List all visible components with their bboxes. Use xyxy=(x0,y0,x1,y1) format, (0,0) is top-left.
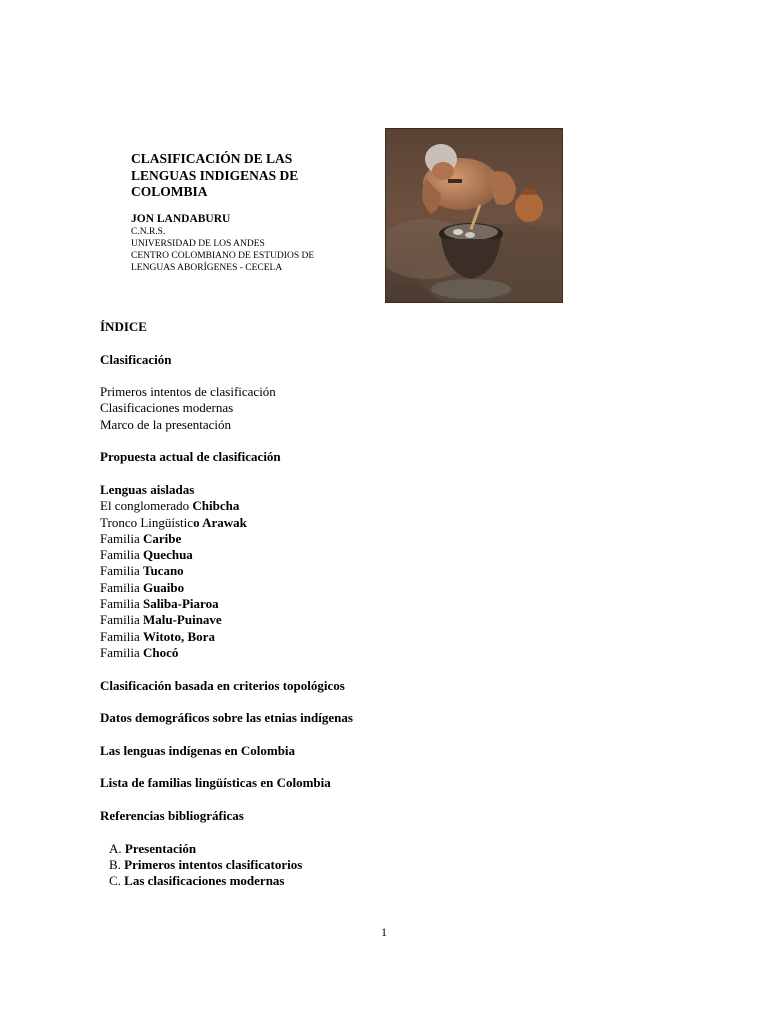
toc-family-entry xyxy=(100,563,700,579)
section-title: Presentación xyxy=(124,840,197,856)
document-title xyxy=(131,151,371,201)
family-prefix: Familia xyxy=(100,563,143,579)
toc-family-entry xyxy=(100,547,700,563)
title-line: LENGUAS INDIGENAS DE xyxy=(131,167,299,183)
toc-family-entry xyxy=(100,515,700,531)
affiliation-line: CENTRO COLOMBIANO DE ESTUDIOS DE xyxy=(131,250,315,261)
title-block xyxy=(131,151,371,274)
family-prefix: El conglomerado xyxy=(100,498,193,514)
family-prefix: Familia xyxy=(100,579,143,595)
cover-photo xyxy=(385,128,563,303)
family-name: Tucano xyxy=(142,563,184,579)
family-prefix: Familia xyxy=(100,547,143,563)
title-line: COLOMBIA xyxy=(131,184,208,199)
toc-entry-aisladas: Lenguas aisladas xyxy=(100,481,195,497)
section-letter: A. xyxy=(109,840,125,856)
family-name: Quechua xyxy=(142,547,193,563)
family-prefix: Familia xyxy=(100,596,143,612)
toc-family-entry xyxy=(100,580,700,596)
toc-entry-referencias: Referencias bibliográficas xyxy=(100,807,244,823)
family-name: o Arawak xyxy=(193,514,247,530)
section-letter: B. xyxy=(109,856,125,872)
toc-family-entry xyxy=(100,645,700,661)
toc-entry-clasificacion: Clasificación xyxy=(100,351,172,367)
family-name: Saliba-Piaroa xyxy=(142,596,219,612)
page-number: 1 xyxy=(381,925,387,939)
toc-entry: Clasificaciones modernas xyxy=(100,400,234,416)
family-name: Chibcha xyxy=(192,498,240,514)
family-name: Caribe xyxy=(142,530,182,546)
toc-family-entry xyxy=(100,531,700,547)
toc-entry-demograficos: Datos demográficos sobre las etnias indígenas xyxy=(100,710,353,726)
toc-family-entry xyxy=(100,498,700,514)
toc-section-entry xyxy=(100,841,700,857)
affiliation-line: C.N.R.S. xyxy=(131,226,166,237)
toc-section-entry xyxy=(100,873,700,889)
toc-entry-lenguas-colombia: Las lenguas indígenas en Colombia xyxy=(100,742,296,758)
author-name: JON LANDABURU xyxy=(131,212,231,225)
section-title: Primeros intentos clasificatorios xyxy=(124,856,303,872)
family-prefix: Familia xyxy=(100,628,143,644)
affiliation-line: UNIVERSIDAD DE LOS ANDES xyxy=(131,238,265,249)
family-name: Chocó xyxy=(142,644,179,660)
table-of-contents xyxy=(100,319,700,889)
toc-section-entry xyxy=(100,857,700,873)
toc-entry: Marco de la presentación xyxy=(100,416,232,432)
cover-photo-illustration xyxy=(386,129,563,303)
section-title: Las clasificaciones modernas xyxy=(124,873,285,889)
toc-family-entry xyxy=(100,596,700,612)
family-name: Malu-Puinave xyxy=(142,612,222,628)
title-line: CLASIFICACIÓN DE LAS xyxy=(131,151,293,166)
affiliation-line: LENGUAS ABORÍGENES - CECELA xyxy=(131,262,283,273)
toc-entry: Primeros intentos de clasificación xyxy=(100,384,276,400)
toc-entry-topologicos: Clasificación basada en criterios topológicos xyxy=(100,677,345,693)
toc-family-entry xyxy=(100,629,700,645)
toc-entry-propuesta: Propuesta actual de clasificación xyxy=(100,449,281,465)
family-prefix: Familia xyxy=(100,644,143,660)
family-name: Guaibo xyxy=(142,579,185,595)
toc-family-entry xyxy=(100,612,700,628)
section-letter: C. xyxy=(109,873,125,889)
affiliation xyxy=(131,226,371,274)
family-name: Witoto, Bora xyxy=(142,628,215,644)
family-prefix: Familia xyxy=(100,530,143,546)
family-prefix: Tronco Lingüístic xyxy=(100,514,194,530)
family-prefix: Familia xyxy=(100,612,143,628)
toc-entry-lista-familias: Lista de familias lingüísticas en Colombia xyxy=(100,775,331,791)
toc-heading: ÍNDICE xyxy=(100,319,147,334)
